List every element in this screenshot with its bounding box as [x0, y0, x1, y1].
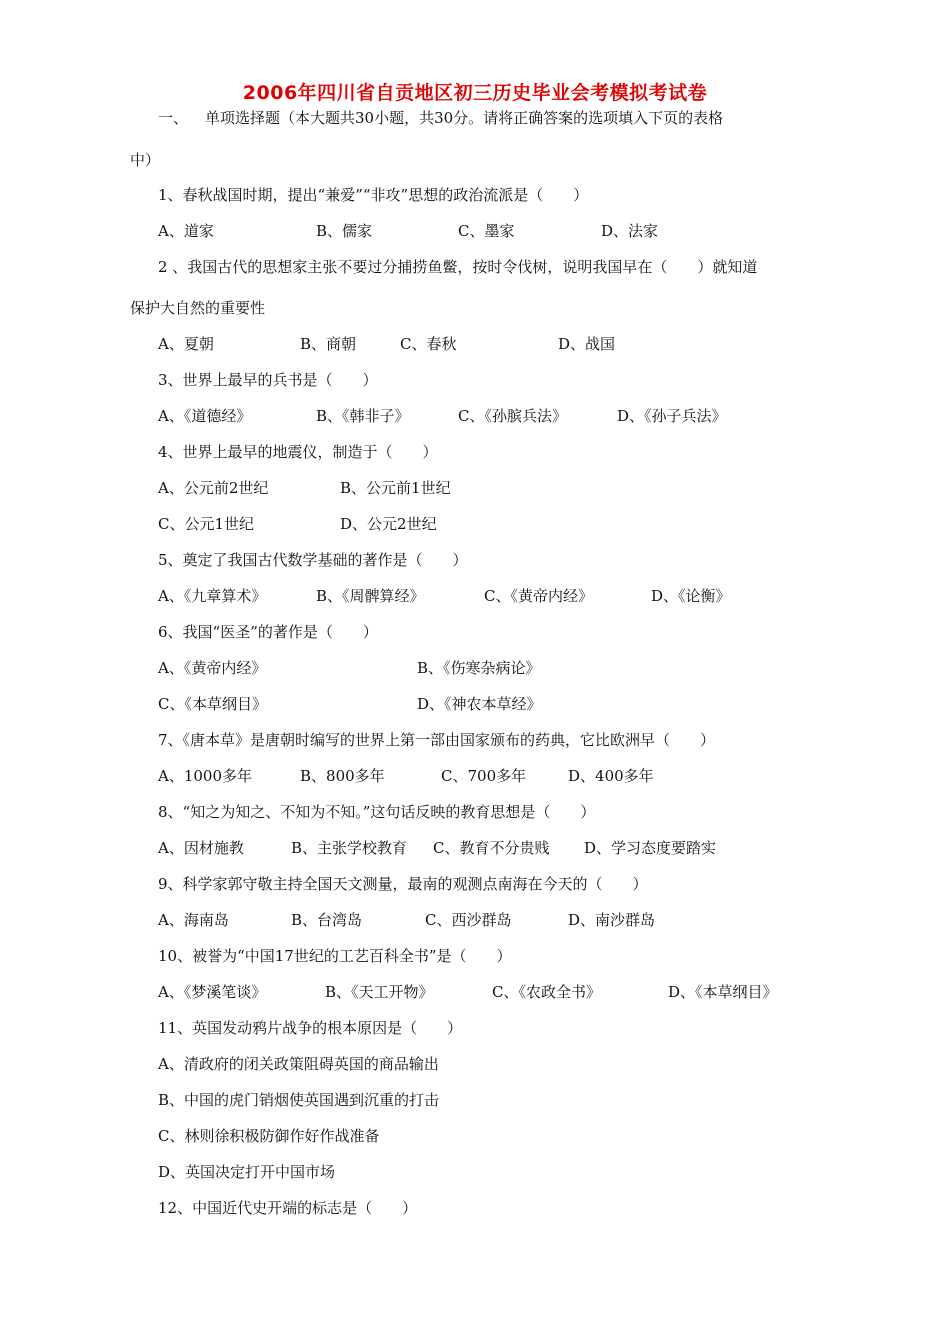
option-11a: A、清政府的闭关政策阻碍英国的商品输出: [158, 1055, 439, 1073]
option-8d: D、学习态度要踏实: [584, 839, 717, 857]
option-1a: A、道家: [158, 222, 214, 240]
option-1b: B、儒家: [316, 222, 373, 240]
section-heading: 单项选择题（本大题共30小题，共30分。请将正确答案的选项填入下页的表格: [205, 109, 724, 127]
option-8b: B、主张学校教育: [291, 839, 408, 857]
option-10c: C、《农政全书》: [492, 983, 601, 1001]
option-4c: C、公元1世纪: [158, 515, 255, 533]
question-stem-6: 6、我国“医圣”的著作是（ ）: [158, 623, 378, 641]
option-9a: A、海南岛: [158, 911, 229, 929]
option-11c: C、林则徐积极防御作好作战准备: [158, 1127, 380, 1145]
option-3d: D、《孙子兵法》: [617, 407, 727, 425]
option-8a: A、因材施教: [158, 839, 244, 857]
option-7a: A、1000多年: [158, 767, 253, 785]
option-7c: C、700多年: [441, 767, 527, 785]
option-6c: C、《本草纲目》: [158, 695, 267, 713]
question-stem-2-continued: 保护大自然的重要性: [130, 299, 266, 317]
option-2c: C、春秋: [400, 335, 457, 353]
question-stem-2: 2 、我国古代的思想家主张不要过分捕捞鱼鳖，按时令伐树，说明我国早在（ ）就知道: [158, 258, 758, 276]
option-10a: A、《梦溪笔谈》: [158, 983, 267, 1001]
option-3a: A、《道德经》: [158, 407, 252, 425]
option-5b: B、《周髀算经》: [316, 587, 425, 605]
option-10b: B、《天工开物》: [325, 983, 434, 1001]
option-3c: C、《孙膑兵法》: [458, 407, 567, 425]
option-11b: B、中国的虎门销烟使英国遇到沉重的打击: [158, 1091, 440, 1109]
question-stem-12: 12、中国近代史开端的标志是（ ）: [158, 1199, 418, 1217]
option-5a: A、《九章算术》: [158, 587, 267, 605]
question-stem-8: 8、“知之为知之、不知为不知。”这句话反映的教育思想是（ ）: [158, 803, 596, 821]
option-4b: B、公元前1世纪: [340, 479, 451, 497]
option-2b: B、商朝: [300, 335, 357, 353]
question-stem-9: 9、科学家郭守敬主持全国天文测量，最南的观测点南海在今天的（ ）: [158, 875, 648, 893]
option-8c: C、教育不分贵贱: [433, 839, 550, 857]
option-5c: C、《黄帝内经》: [484, 587, 593, 605]
option-7d: D、400多年: [568, 767, 654, 785]
question-stem-10: 10、被誉为“中国17世纪的工艺百科全书”是（ ）: [158, 947, 512, 965]
option-4d: D、公元2世纪: [340, 515, 437, 533]
option-2d: D、战国: [558, 335, 616, 353]
option-2a: A、夏朝: [158, 335, 214, 353]
question-stem-5: 5、奠定了我国古代数学基础的著作是（ ）: [158, 551, 468, 569]
option-1c: C、墨家: [458, 222, 515, 240]
option-6d: D、《神农本草经》: [417, 695, 542, 713]
section-number: 一、: [158, 109, 189, 127]
option-5d: D、《论衡》: [651, 587, 731, 605]
option-10d: D、《本草纲目》: [668, 983, 778, 1001]
option-1d: D、法家: [601, 222, 659, 240]
option-4a: A、公元前2世纪: [158, 479, 269, 497]
question-stem-4: 4、世界上最早的地震仪，制造于（ ）: [158, 443, 438, 461]
page-title: 2006年四川省自贡地区初三历史毕业会考模拟考试卷: [242, 82, 708, 104]
option-9d: D、南沙群岛: [568, 911, 656, 929]
option-9c: C、西沙群岛: [425, 911, 512, 929]
question-stem-11: 11、英国发动鸦片战争的根本原因是（ ）: [158, 1019, 463, 1037]
option-9b: B、台湾岛: [291, 911, 363, 929]
option-6a: A、《黄帝内经》: [158, 659, 267, 677]
section-heading-continued: 中）: [130, 151, 161, 169]
option-7b: B、800多年: [300, 767, 385, 785]
option-6b: B、《伤寒杂病论》: [417, 659, 541, 677]
question-stem-3: 3、世界上最早的兵书是（ ）: [158, 371, 378, 389]
option-3b: B、《韩非子》: [316, 407, 410, 425]
option-11d: D、英国决定打开中国市场: [158, 1163, 336, 1181]
question-stem-1: 1、春秋战国时期，提出“兼爱”“非攻”思想的政治流派是（ ）: [158, 186, 589, 204]
question-stem-7: 7、《唐本草》是唐朝时编写的世界上第一部由国家颁布的药典，它比欧洲早（ ）: [158, 731, 716, 749]
